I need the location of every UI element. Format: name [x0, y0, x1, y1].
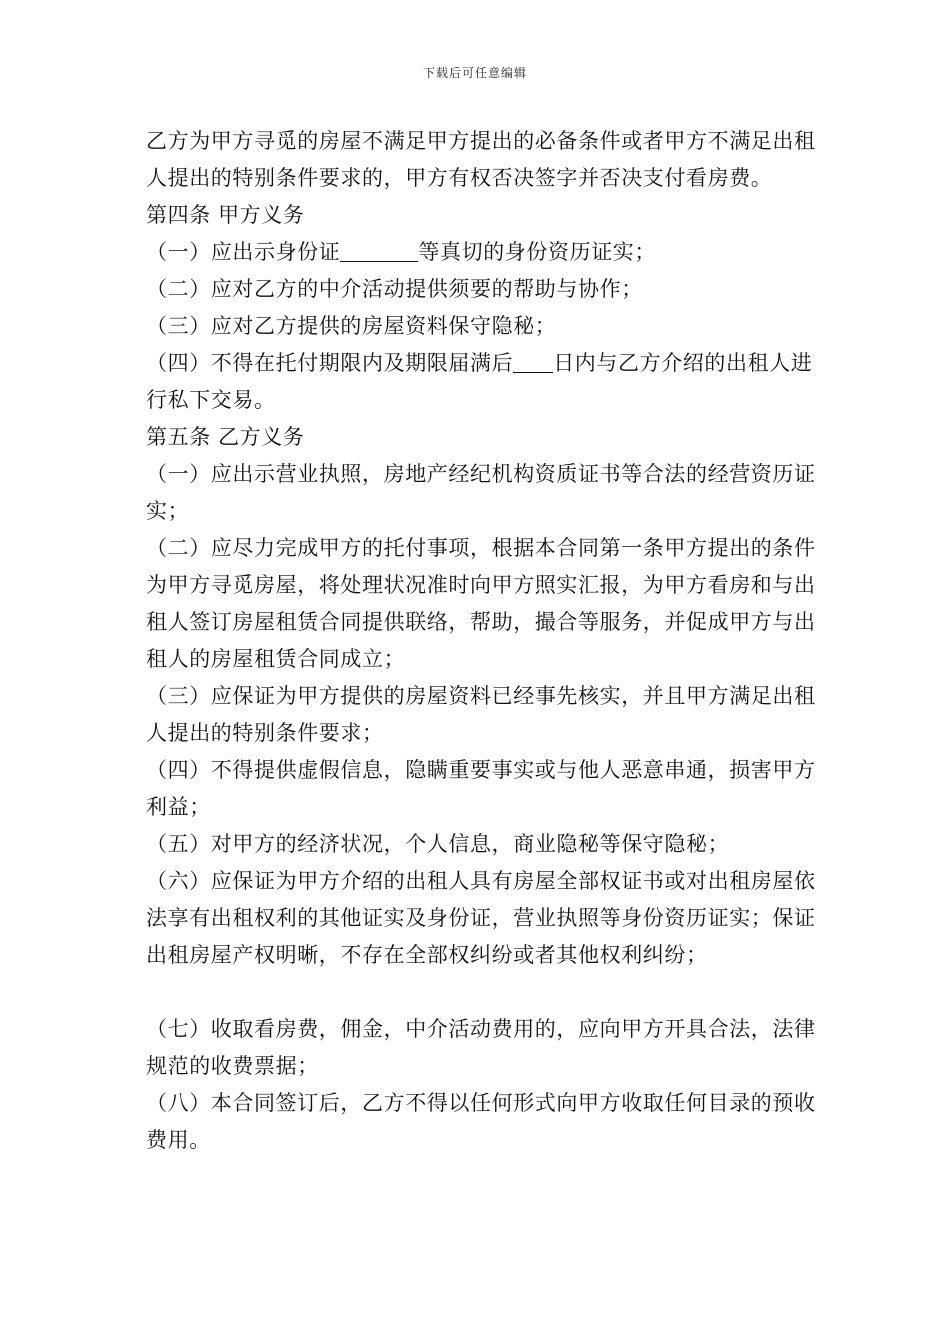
item-text-before-blank: （一）应出示身份证 — [146, 240, 341, 264]
paragraph-article-5-item-8: （八）本合同签订后，乙方不得以任何形式向甲方收取任何目录的预收费用。 — [146, 1091, 816, 1152]
paragraph-article-4-item-2: （二）应对乙方的中介活动提供须要的帮助与协作； — [146, 277, 643, 301]
paragraph-article-5-item-1: （一）应出示营业执照，房地产经纪机构资质证书等合法的经营资历证实； — [146, 462, 816, 523]
paragraph-article-5-item-4: （四）不得提供虚假信息，隐瞒重要事实或与他人恶意串通，损害甲方利益； — [146, 758, 816, 819]
fill-in-blank-line — [340, 240, 418, 262]
paragraph-spacer — [146, 974, 818, 1011]
paragraph-article-5-item-5: （五）对甲方的经济状况，个人信息，商业隐秘等保守隐秘； — [146, 832, 730, 856]
page-header-note: 下载后可任意编辑 — [422, 66, 527, 80]
paragraph-inspection-fee-veto: 乙方为甲方寻觅的房屋不满足甲方提出的必备条件或者甲方不满足出租人提出的特别条件要求的，甲方有权否决签字并否决支付看房费。 — [146, 129, 816, 190]
paragraph-article-5-item-6: （六）应保证为甲方介绍的出租人具有房屋全部权证书或对出租房屋依法享有出租权利的其他证实及身份证，营业执照等身份资历证实；保证出租房屋产权明晰，不存在全部权纠纷或者其他权利纠纷； — [146, 869, 816, 967]
item-text-before-blank: （四）不得在托付期限内及期限届满后 — [146, 351, 514, 375]
fill-in-blank-line — [513, 351, 553, 373]
paragraph-article-4-item-1 — [146, 234, 818, 271]
paragraph-article-4-item-3: （三）应对乙方提供的房屋资料保守隐秘； — [146, 314, 557, 338]
item-text-after-blank: 等真切的身份资历证实； — [418, 240, 657, 264]
paragraph-article-4-item-4 — [146, 345, 818, 419]
paragraph-article-5-item-7: （七）收取看房费，佣金，中介活动费用的，应向甲方开具合法，法律规范的收费票据； — [146, 1017, 816, 1078]
section-title-article-5: 第五条 乙方义务 — [146, 425, 305, 449]
paragraph-article-5-item-3: （三）应保证为甲方提供的房屋资料已经事先核实，并且甲方满足出租人提出的特别条件要求； — [146, 684, 816, 745]
section-title-article-4: 第四条 甲方义务 — [146, 203, 305, 227]
item-text-after-blank: 日内与乙方介绍的出租人进行私下交易。 — [146, 351, 813, 412]
paragraph-article-5-item-2: （二）应尽力完成甲方的托付事项，根据本合同第一条甲方提出的条件为甲方寻觅房屋，将处理状况准时向甲方照实汇报，为甲方看房和与出租人签订房屋租赁合同提供联络，帮助，撮合等服务，并促成甲方与出租人的房屋租赁合同成立； — [146, 536, 816, 671]
document-body — [146, 123, 818, 1159]
